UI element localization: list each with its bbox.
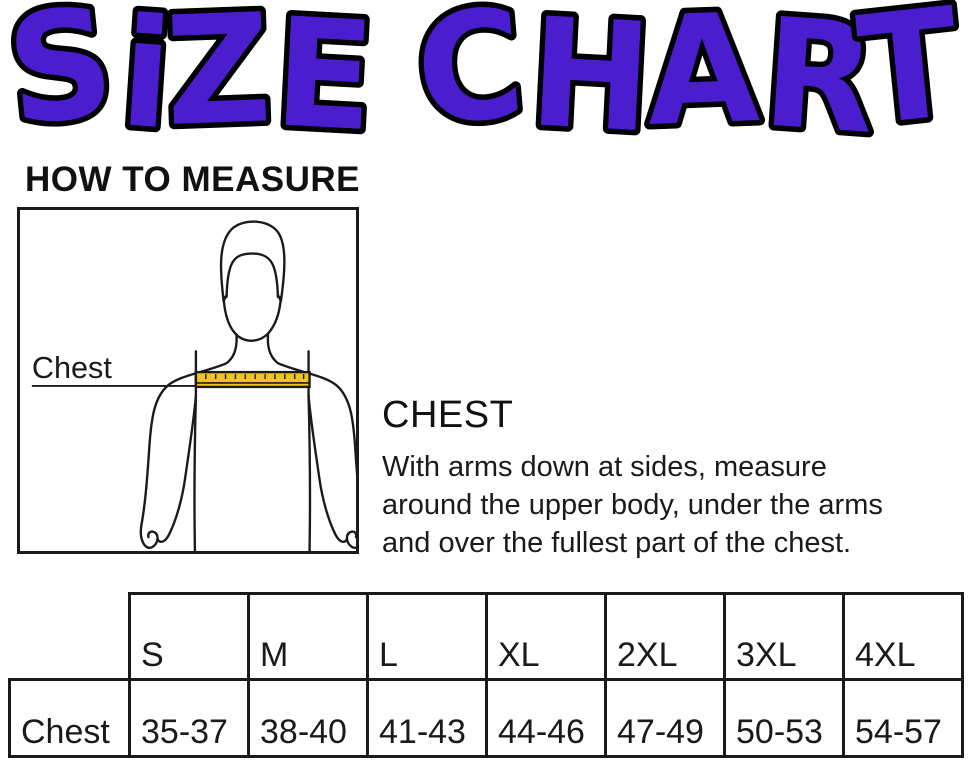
title-bubble-art [0, 0, 978, 152]
chest-section-heading: CHEST [382, 394, 514, 436]
figure-face-outline [224, 297, 281, 341]
chest-value-cell: 35-37 [130, 680, 249, 757]
chest-value-cell: 38-40 [249, 680, 368, 757]
figure-body-half [141, 335, 237, 551]
size-table-ghost-cell [10, 594, 130, 680]
chest-row-label: Chest [10, 680, 130, 757]
chest-value-cell: 47-49 [606, 680, 725, 757]
how-to-measure-heading: HOW TO MEASURE [25, 160, 360, 199]
size-column-header: S [130, 594, 249, 680]
figure-sideburns [224, 295, 281, 301]
size-chart-table [8, 592, 964, 758]
size-column-header: L [368, 594, 487, 680]
chest-figure-label: Chest [31, 351, 112, 386]
chest-instructions-line-2: around the upper body, under the arms [382, 489, 883, 521]
size-column-header: 4XL [844, 594, 963, 680]
chest-instructions [382, 448, 972, 562]
page-title [0, 0, 978, 152]
size-column-header: 3XL [725, 594, 844, 680]
size-table-header-row [10, 594, 963, 680]
size-column-header: M [249, 594, 368, 680]
size-table-container [8, 592, 964, 758]
chest-instructions-line-3: and over the fullest part of the chest. [382, 527, 852, 559]
measuring-tape [196, 372, 310, 387]
chest-value-cell: 50-53 [725, 680, 844, 757]
figure-hairline [227, 254, 278, 297]
size-column-header: XL [487, 594, 606, 680]
chest-value-cell: 41-43 [368, 680, 487, 757]
chest-value-cell: 44-46 [487, 680, 606, 757]
size-table-chest-row [10, 680, 963, 757]
size-column-header: 2XL [606, 594, 725, 680]
measurement-figure-box [17, 207, 359, 554]
chest-instructions-line-1: With arms down at sides, measure [382, 451, 827, 483]
torso-diagram [20, 210, 356, 551]
figure-hair-outline [221, 222, 284, 301]
chest-value-cell: 54-57 [844, 680, 963, 757]
page-title-text: SiZE CHART [0, 0, 971, 152]
